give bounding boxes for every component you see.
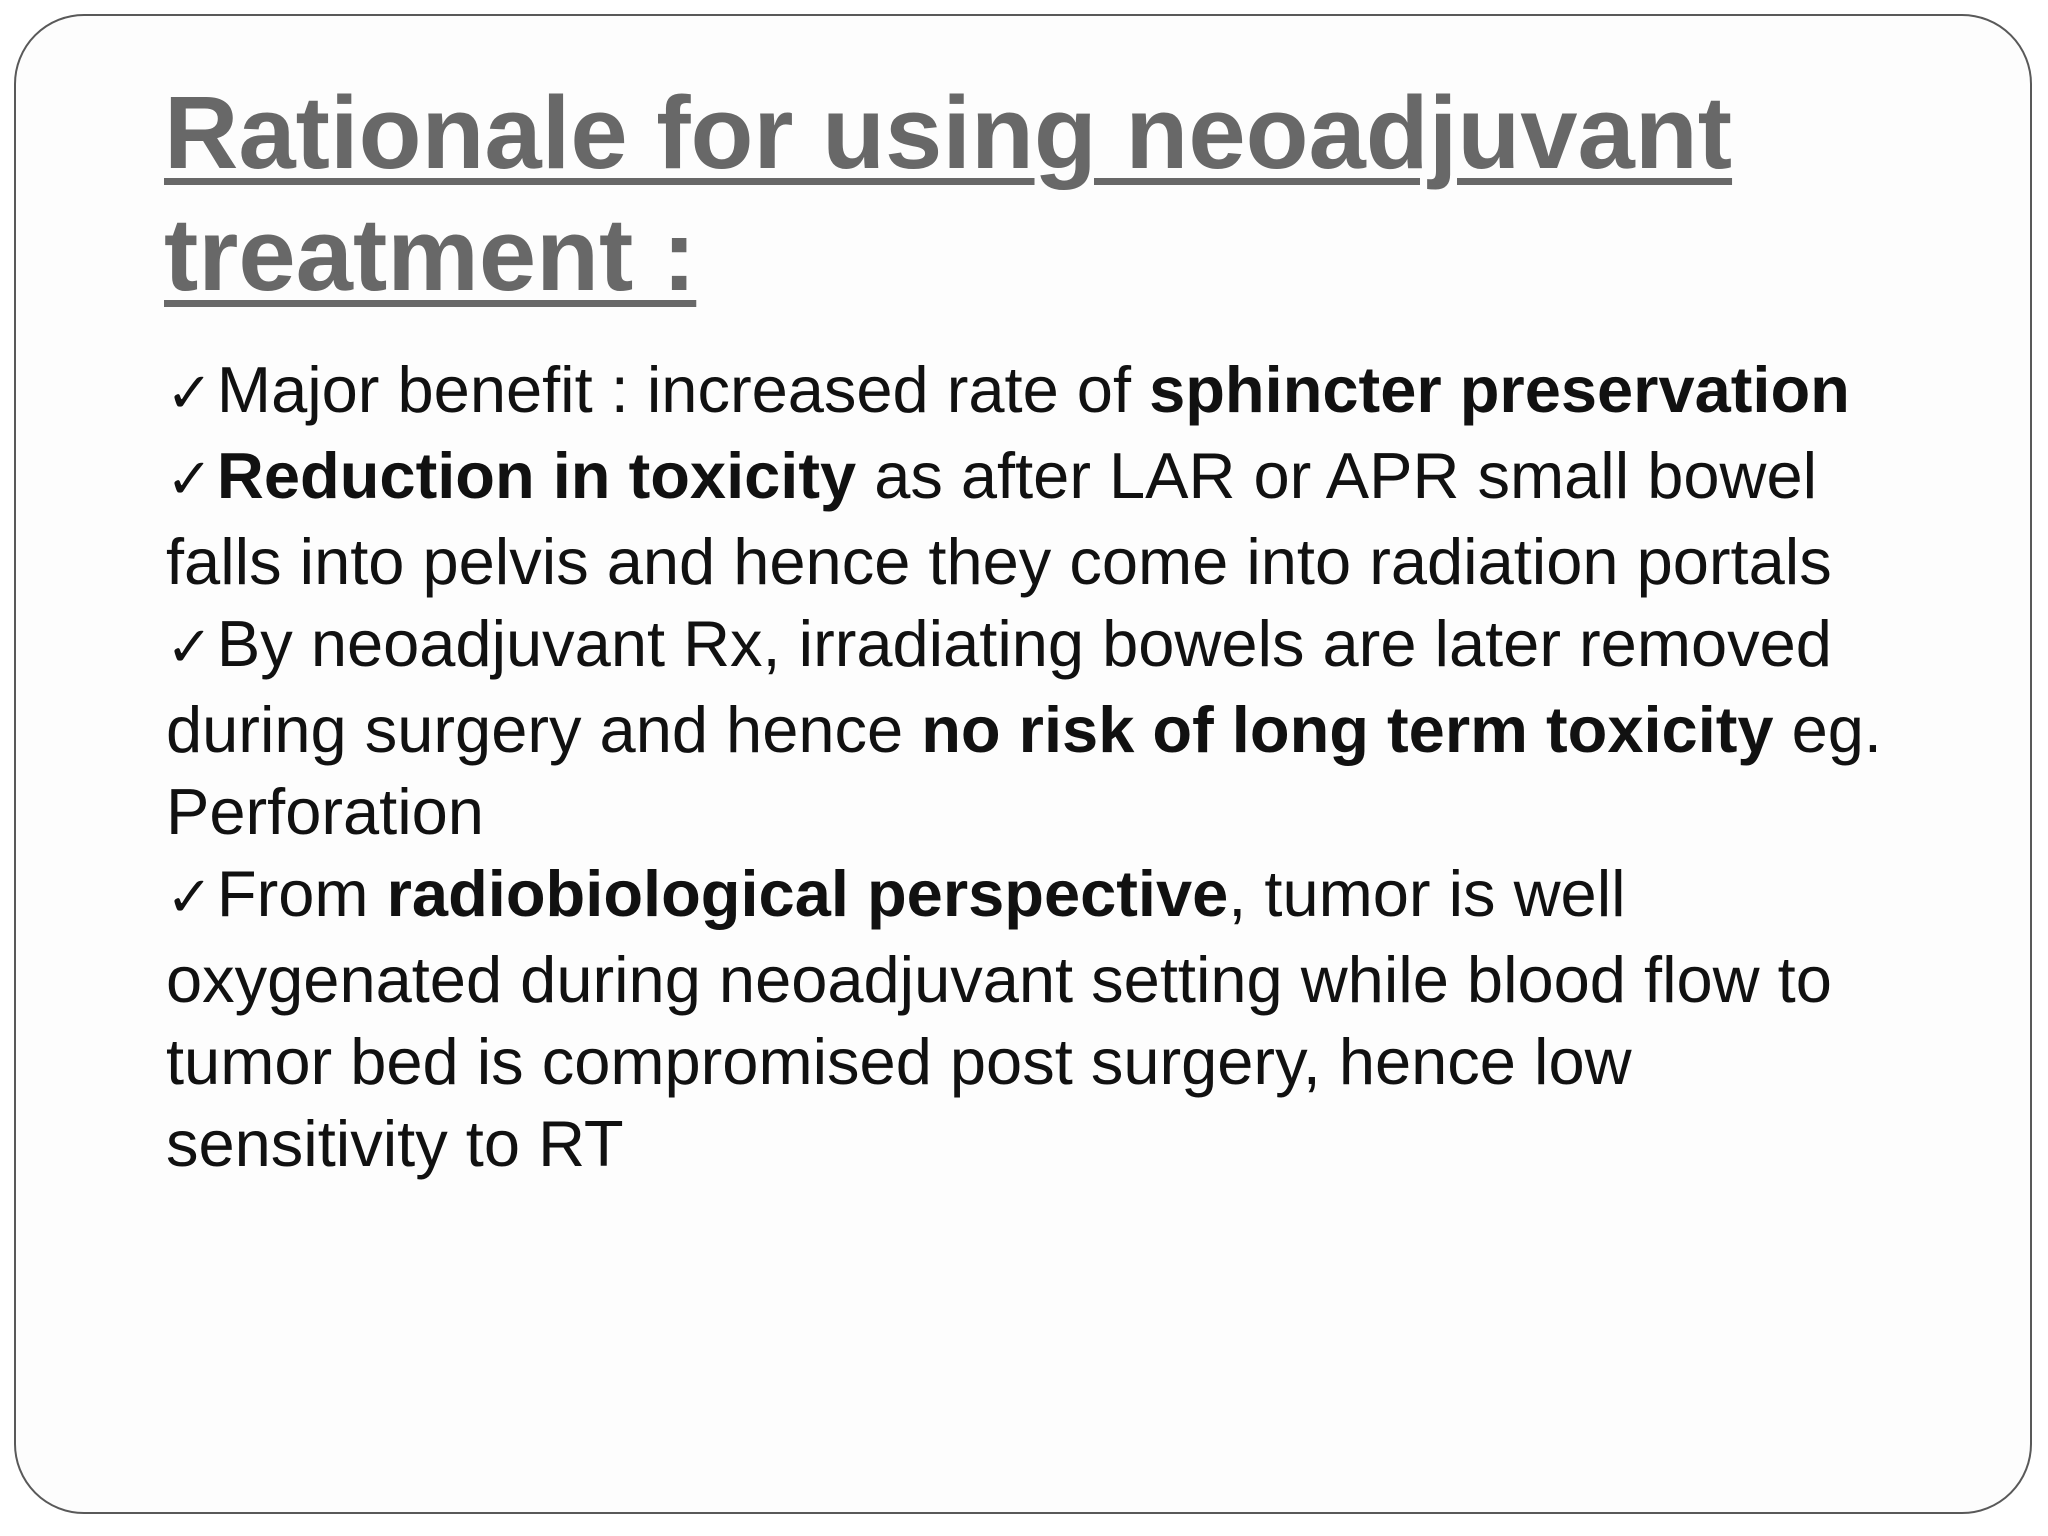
bullet-text: By neoadjuvant Rx, irradiating bowels are later removed during surgery and hence bbox=[166, 607, 1832, 766]
bullet-list bbox=[166, 349, 1926, 1185]
slide-title bbox=[164, 72, 1964, 316]
bullet-emphasis: radiobiological perspective bbox=[386, 857, 1229, 930]
bullet-emphasis: no risk of long term toxicity bbox=[921, 693, 1774, 766]
bullet-item-radiobiology bbox=[166, 853, 1926, 1185]
bullet-text: as after LAR or APR small bowel falls into pelvis and hence they come into radiation portals bbox=[166, 439, 1832, 598]
checkmark-icon: ✓ bbox=[166, 865, 213, 930]
bullet-emphasis: sphincter preservation bbox=[1149, 353, 1850, 426]
bullet-item-toxicity bbox=[166, 435, 1926, 603]
bullet-text: eg. Perforation bbox=[166, 693, 1882, 848]
bullet-text: Major benefit : increased rate of bbox=[216, 353, 1150, 426]
slide-frame bbox=[14, 14, 2032, 1514]
title-line-2: treatment : bbox=[164, 197, 697, 312]
checkmark-icon: ✓ bbox=[166, 361, 213, 426]
bullet-item-long-term-toxicity bbox=[166, 603, 1926, 853]
bullet-text: From bbox=[216, 857, 387, 930]
checkmark-icon: ✓ bbox=[166, 615, 213, 680]
bullet-emphasis: Reduction in toxicity bbox=[216, 439, 857, 512]
bullet-item-sphincter bbox=[166, 349, 1926, 435]
title-line-1: Rationale for using neoadjuvant bbox=[164, 75, 1733, 190]
checkmark-icon: ✓ bbox=[166, 447, 213, 512]
bullet-text: , tumor is well oxygenated during neoadjuvant setting while blood flow to tumor bed is compromised post surgery, hence low sensitivity to RT bbox=[166, 857, 1832, 1180]
